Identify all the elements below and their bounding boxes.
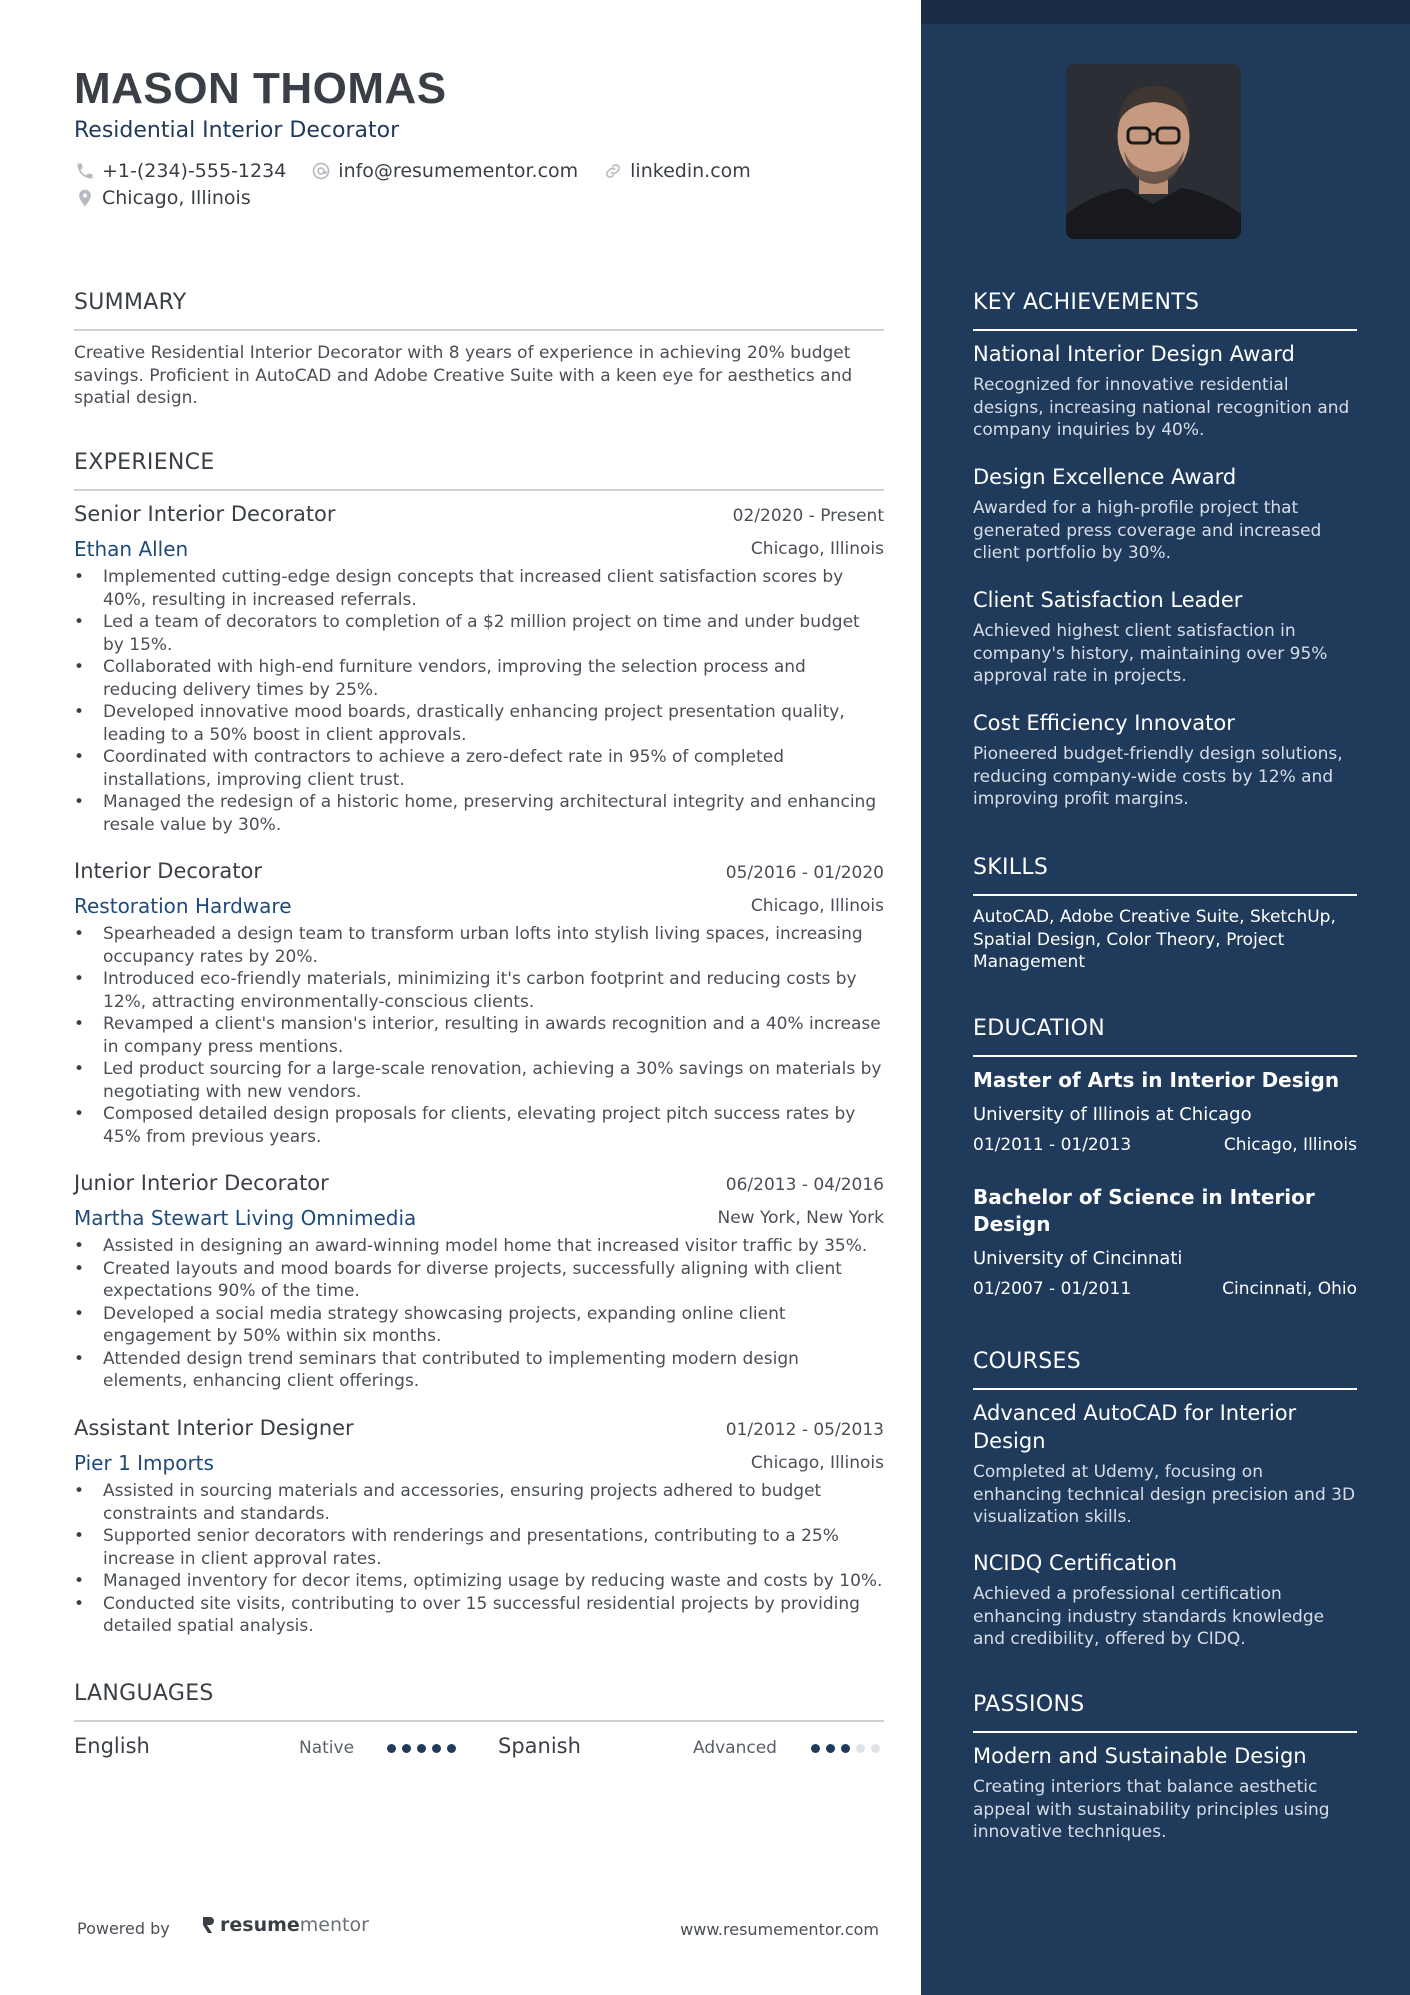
language-rating <box>811 1744 880 1753</box>
education-heading: EDUCATION <box>973 1016 1357 1057</box>
job-company: Ethan Allen <box>74 537 189 561</box>
candidate-name: MASON THOMAS <box>74 64 447 113</box>
education-location: Cincinnati, Ohio <box>1222 1279 1357 1299</box>
passions-heading: PASSIONS <box>973 1692 1357 1733</box>
phone-item <box>74 160 286 182</box>
brand-light: mentor <box>299 1914 369 1936</box>
degree-title: Bachelor of Science in Interior Design <box>973 1185 1315 1236</box>
job-location: New York, New York <box>717 1208 884 1228</box>
resumementor-logo[interactable] <box>200 1914 369 1936</box>
email-item <box>310 160 578 182</box>
achievement-title: Design Excellence Award <box>973 465 1237 489</box>
job-bullets <box>74 923 884 1148</box>
rating-dot-filled <box>387 1744 396 1753</box>
course-desc: Completed at Udemy, focusing on enhancing technical design precision and 3D visualization skills. <box>973 1462 1356 1527</box>
achievement-item <box>973 586 1357 688</box>
sidebar-top-bar <box>921 0 1410 24</box>
course-title: Advanced AutoCAD for Interior Design <box>973 1401 1297 1453</box>
course-item <box>973 1549 1357 1651</box>
education-dates: 01/2011 - 01/2013 <box>973 1135 1132 1155</box>
languages-row <box>74 1730 884 1766</box>
achievements-heading: KEY ACHIEVEMENTS <box>973 290 1357 331</box>
list-item: • Led product sourcing for a large-scale renovation, achieving a 30% savings on materials by negotiating with new vendors. <box>74 1058 884 1103</box>
list-item: • Revamped a client's mansion's interior, resulting in awards recognition and a 40% increase in company press mentions. <box>74 1013 884 1058</box>
list-item: • Introduced eco-friendly materials, minimizing it's carbon footprint and reducing costs by 12%, attracting environmentally-conscious clients. <box>74 968 884 1013</box>
achievement-item <box>973 463 1357 565</box>
rating-dot-filled <box>826 1744 835 1753</box>
list-item: • Assisted in designing an award-winning model home that increased visitor traffic by 35%. <box>74 1235 884 1258</box>
rating-dot-filled <box>841 1744 850 1753</box>
list-item: • Implemented cutting-edge design concepts that increased client satisfaction scores by 40%, resulting in increased referrals. <box>74 566 884 611</box>
phone-icon <box>74 160 96 182</box>
rating-dot-filled <box>432 1744 441 1753</box>
language-rating <box>387 1744 456 1753</box>
passion-title: Modern and Sustainable Design <box>973 1744 1307 1768</box>
job-bullets <box>74 1235 884 1393</box>
candidate-title: Residential Interior Decorator <box>74 118 400 143</box>
rating-dot-filled <box>811 1744 820 1753</box>
list-item: • Attended design trend seminars that contributed to implementing modern design elements, enhancing client offerings. <box>74 1348 884 1393</box>
list-item: • Led a team of decorators to completion of a $2 million project on time and under budget by 15%. <box>74 611 884 656</box>
language-name: English <box>74 1734 150 1758</box>
job-entry <box>74 1416 884 1638</box>
list-item: • Spearheaded a design team to transform urban lofts into stylish living spaces, increasing occupancy rates by 20%. <box>74 923 884 968</box>
education-dates: 01/2007 - 01/2011 <box>973 1279 1132 1299</box>
job-company: Pier 1 Imports <box>74 1451 214 1475</box>
profile-photo <box>1066 64 1241 239</box>
achievement-title: Client Satisfaction Leader <box>973 588 1243 612</box>
language-level: Advanced <box>693 1738 777 1758</box>
achievement-desc: Achieved highest client satisfaction in company's history, maintaining over 95% approval rate in projects. <box>973 621 1328 686</box>
job-location: Chicago, Illinois <box>750 1453 884 1473</box>
powered-by-text: Powered by <box>77 1919 170 1938</box>
map-pin-icon <box>74 187 96 209</box>
skills-heading: SKILLS <box>973 855 1357 896</box>
job-company: Restoration Hardware <box>74 894 292 918</box>
languages-heading: LANGUAGES <box>74 1681 884 1722</box>
job-bullets <box>74 1480 884 1638</box>
education-item <box>973 1067 1357 1155</box>
summary-heading: SUMMARY <box>74 290 884 331</box>
job-entry <box>74 1171 884 1393</box>
education-item <box>973 1184 1357 1299</box>
course-item <box>973 1399 1357 1529</box>
passion-desc: Creating interiors that balance aesthetic appeal with sustainability principles using innovative techniques. <box>973 1777 1330 1842</box>
rating-dot-filled <box>447 1744 456 1753</box>
achievement-desc: Awarded for a high-profile project that generated press coverage and increased client portfolio by 30%. <box>973 498 1322 563</box>
school-name: University of Illinois at Chicago <box>973 1104 1252 1125</box>
rating-dot-empty <box>856 1744 865 1753</box>
brand-bold: resume <box>220 1914 300 1936</box>
location-item <box>74 187 251 209</box>
language-name: Spanish <box>498 1734 581 1758</box>
job-bullets <box>74 566 884 836</box>
list-item: • Managed inventory for decor items, optimizing usage by reducing waste and costs by 10%. <box>74 1570 884 1593</box>
skills-text: AutoCAD, Adobe Creative Suite, SketchUp, Spatial Design, Color Theory, Project Management <box>973 907 1336 972</box>
job-dates: 06/2013 - 04/2016 <box>725 1175 884 1195</box>
job-location: Chicago, Illinois <box>750 896 884 916</box>
achievement-title: National Interior Design Award <box>973 342 1295 366</box>
list-item: • Composed detailed design proposals for clients, elevating project pitch success rates by 45% from previous years. <box>74 1103 884 1148</box>
phone-text[interactable]: +1-(234)-555-1234 <box>102 160 287 182</box>
job-company: Martha Stewart Living Omnimedia <box>74 1206 417 1230</box>
school-name: University of Cincinnati <box>973 1248 1183 1269</box>
rating-dot-empty <box>871 1744 880 1753</box>
location-row <box>74 187 275 209</box>
location-text: Chicago, Illinois <box>102 187 251 209</box>
passion-item <box>973 1742 1357 1844</box>
achievement-item <box>973 340 1357 442</box>
job-dates: 01/2012 - 05/2013 <box>725 1420 884 1440</box>
achievement-title: Cost Efficiency Innovator <box>973 711 1235 735</box>
list-item: • Created layouts and mood boards for diverse projects, successfully aligning with client expectations 90% of the time. <box>74 1258 884 1303</box>
job-title: Assistant Interior Designer <box>74 1416 354 1440</box>
achievement-item <box>973 709 1357 811</box>
job-title: Interior Decorator <box>74 859 262 883</box>
job-dates: 05/2016 - 01/2020 <box>725 863 884 883</box>
language-level: Native <box>299 1738 355 1758</box>
linkedin-item <box>602 160 751 182</box>
job-entry <box>74 859 884 1148</box>
achievement-desc: Pioneered budget-friendly design solutions, reducing company-wide costs by 12% and improving profit margins. <box>973 744 1343 809</box>
contact-row <box>74 160 775 182</box>
job-title: Senior Interior Decorator <box>74 502 336 526</box>
list-item: • Developed a social media strategy showcasing projects, expanding online client engagement by 50% within six months. <box>74 1303 884 1348</box>
linkedin-text[interactable]: linkedin.com <box>630 160 751 182</box>
job-entry <box>74 502 884 836</box>
sidebar <box>921 0 1410 1995</box>
email-text[interactable]: info@resumementor.com <box>338 160 579 182</box>
list-item: • Coordinated with contractors to achieve a zero-defect rate in 95% of completed installations, improving client trust. <box>74 746 884 791</box>
courses-heading: COURSES <box>973 1349 1357 1390</box>
rating-dot-filled <box>402 1744 411 1753</box>
course-title: NCIDQ Certification <box>973 1551 1178 1575</box>
list-item: • Collaborated with high-end furniture vendors, improving the selection process and reducing delivery times by 25%. <box>74 656 884 701</box>
summary-text: Creative Residential Interior Decorator with 8 years of experience in achieving 20% budget savings. Proficient in AutoCAD and Adobe Creative Suite with a keen eye for aesthetics and spatial design. <box>74 343 853 408</box>
list-item: • Supported senior decorators with renderings and presentations, contributing to a 25% increase in client approval rates. <box>74 1525 884 1570</box>
link-icon <box>602 160 624 182</box>
rating-dot-filled <box>417 1744 426 1753</box>
list-item: • Conducted site visits, contributing to over 15 successful residential projects by providing detailed spatial analysis. <box>74 1593 884 1638</box>
list-item: • Developed innovative mood boards, drastically enhancing project presentation quality, leading to a 50% boost in client approvals. <box>74 701 884 746</box>
education-location: Chicago, Illinois <box>1223 1135 1357 1155</box>
degree-title: Master of Arts in Interior Design <box>973 1068 1340 1092</box>
job-dates: 02/2020 - Present <box>732 506 884 526</box>
job-title: Junior Interior Decorator <box>74 1171 329 1195</box>
list-item: • Managed the redesign of a historic home, preserving architectural integrity and enhancing resale value by 30%. <box>74 791 884 836</box>
site-url-link[interactable]: www.resumementor.com <box>680 1920 879 1939</box>
logo-mark-icon <box>200 1915 216 1935</box>
list-item: • Assisted in sourcing materials and accessories, ensuring projects adhered to budget constraints and standards. <box>74 1480 884 1525</box>
job-location: Chicago, Illinois <box>750 539 884 559</box>
experience-heading: EXPERIENCE <box>74 450 884 491</box>
course-desc: Achieved a professional certification enhancing industry standards knowledge and credibility, offered by CIDQ. <box>973 1584 1325 1649</box>
at-sign-icon <box>310 160 332 182</box>
achievement-desc: Recognized for innovative residential designs, increasing national recognition and company inquiries by 40%. <box>973 375 1350 440</box>
